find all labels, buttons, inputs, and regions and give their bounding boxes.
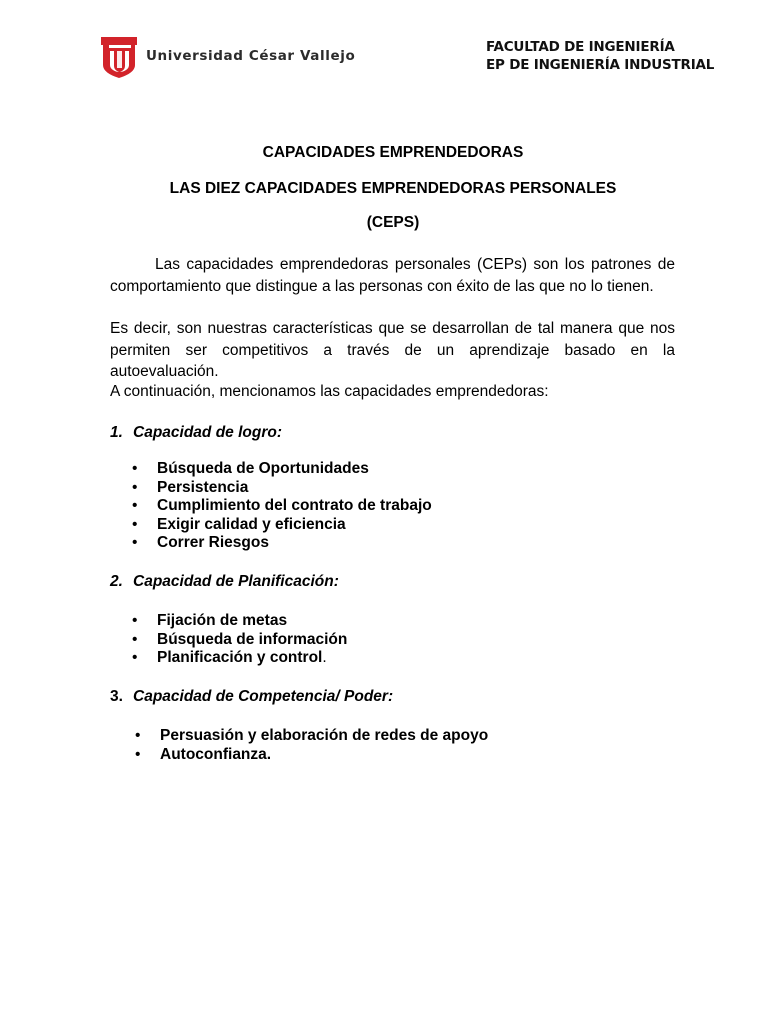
list-item [132, 479, 432, 498]
list-item-text: Cumplimiento del contrato de trabajo [157, 497, 432, 514]
list-item-text: Fijación de metas [157, 612, 288, 629]
section-number: 2. [110, 573, 123, 590]
list-item [132, 612, 347, 631]
list-item [132, 497, 432, 516]
bullet-icon: • [135, 745, 141, 763]
document-acronym: (CEPS) [366, 214, 420, 231]
bullet-icon: • [132, 649, 138, 666]
list-item-text: Persistencia [157, 478, 249, 496]
lead-in-paragraph: A continuación, mencionamos las capacidades emprendedoras: [110, 383, 549, 400]
bullet-list [135, 727, 488, 764]
bullet-icon: • [135, 727, 141, 744]
list-item [135, 727, 488, 746]
university-logo [101, 35, 371, 81]
list-item-text: Planificación y control [157, 649, 323, 666]
list-item-text: Búsqueda de Oportunidades [157, 460, 369, 477]
bullet-icon: • [132, 630, 138, 648]
document-title: CAPACIDADES EMPRENDEDORAS [262, 144, 524, 161]
list-item [135, 746, 488, 765]
list-item [132, 649, 347, 668]
bullet-icon: • [132, 460, 138, 477]
list-item-text: Exigir calidad y eficiencia [157, 515, 346, 533]
list-item-period: . [322, 649, 327, 666]
bullet-icon: • [132, 515, 138, 533]
section-heading [110, 424, 282, 442]
list-item-text: Correr Riesgos [157, 534, 269, 551]
bullet-icon: • [132, 497, 138, 514]
list-item-text: Búsqueda de información [157, 630, 348, 648]
section-title: Capacidad de Planificación: [133, 573, 339, 590]
intro-paragraph: Las capacidades emprendedoras personales (CEPs) son los patrones de comportamiento que distingue a las personas con éxito de las que no lo tienen. [110, 256, 675, 295]
list-item [132, 460, 432, 479]
list-item [132, 534, 432, 553]
bullet-icon: • [132, 534, 138, 551]
section-number: 1. [110, 424, 123, 441]
ucv-shield-icon [101, 35, 139, 79]
list-item-text: Autoconfianza. [160, 745, 272, 763]
faculty-header [486, 38, 714, 74]
bullet-list [132, 460, 432, 553]
bullet-icon: • [132, 612, 138, 629]
section-number: 3. [110, 688, 123, 705]
list-item [132, 631, 347, 650]
section-heading [110, 688, 393, 706]
faculty-name: FACULTAD DE INGENIERÍA [486, 39, 675, 55]
section-title: Capacidad de logro: [133, 424, 282, 441]
bullet-list [132, 612, 347, 668]
logo-text: Universidad César Vallejo [146, 48, 356, 64]
explanation-paragraph: Es decir, son nuestras características que se desarrollan de tal manera que nos permiten ser competitivos a través de un aprendizaje basado en la autoevaluación. [110, 320, 675, 380]
bullet-icon: • [132, 478, 138, 496]
section-title: Capacidad de Competencia/ Poder: [133, 688, 394, 705]
document-subtitle: LAS DIEZ CAPACIDADES EMPRENDEDORAS PERSONALES [169, 180, 617, 197]
list-item-text: Persuasión y elaboración de redes de apoyo [160, 727, 489, 744]
school-name: EP DE INGENIERÍA INDUSTRIAL [486, 57, 715, 73]
list-item [132, 516, 432, 535]
section-heading [110, 573, 339, 591]
